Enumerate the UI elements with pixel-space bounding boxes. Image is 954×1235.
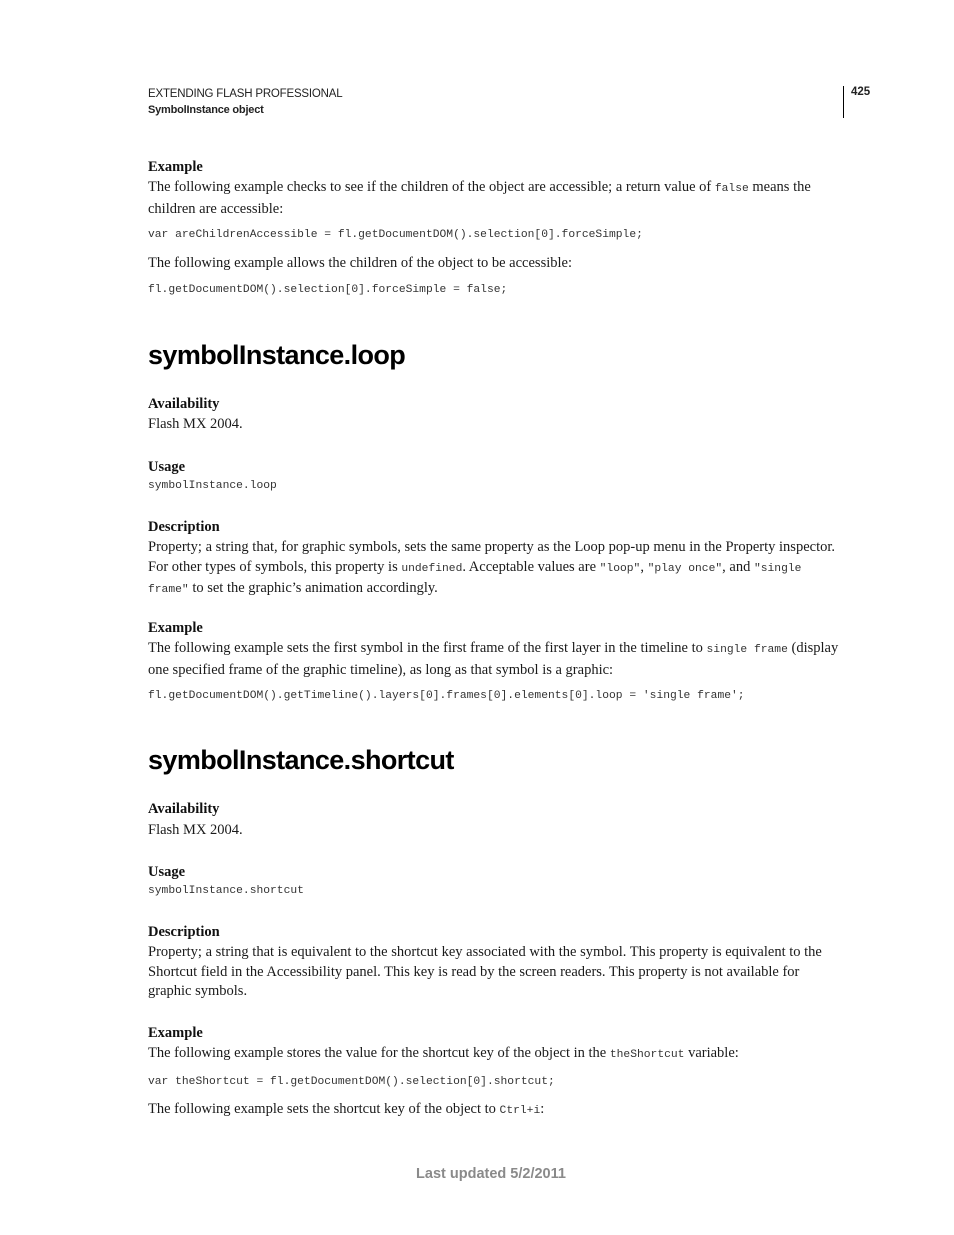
description-paragraph	[148, 538, 840, 601]
description-label: Description	[148, 519, 220, 535]
example-label: Example	[148, 159, 203, 175]
text-run: The following example sets the shortcut key of the object to	[148, 1101, 500, 1117]
example-paragraph	[148, 1044, 840, 1066]
inline-code: "loop"	[599, 562, 641, 575]
availability-text: Flash MX 2004.	[148, 416, 243, 432]
inline-code: "single frame"	[148, 562, 802, 596]
inline-code: "play once"	[647, 562, 723, 575]
description-label: Description	[148, 924, 220, 940]
availability-label: Availability	[148, 396, 220, 412]
code-sample: var areChildrenAccessible = fl.getDocumentDOM().selection[0].forceSimple;	[148, 229, 643, 241]
inline-code: undefined	[401, 562, 463, 575]
page-number: 425	[851, 86, 871, 98]
usage-code: symbolInstance.shortcut	[148, 885, 304, 897]
running-header-title: EXTENDING FLASH PROFESSIONAL	[148, 88, 343, 100]
availability-text: Flash MX 2004.	[148, 822, 243, 838]
usage-code: symbolInstance.loop	[148, 480, 277, 492]
example-paragraph	[148, 639, 840, 680]
text-run: . Acceptable values are	[462, 558, 600, 575]
text-run: The following example checks to see if the children of the object are accessible; a return value of	[148, 179, 715, 195]
footer-last-updated: Last updated 5/2/2011	[416, 1166, 566, 1182]
example-paragraph	[148, 1100, 840, 1122]
text-run: Property; a string that, for graphic symbols, sets the same property as the Loop pop-up menu in the Property inspector. For other types of symbols, this property is	[148, 539, 836, 575]
usage-label: Usage	[148, 459, 186, 475]
text-run: , and	[722, 558, 754, 575]
code-sample: fl.getDocumentDOM().selection[0].forceSimple = false;	[148, 284, 508, 296]
inline-code: theShortcut	[609, 1049, 685, 1061]
section-heading: symbolInstance.loop	[148, 340, 406, 370]
section-heading: symbolInstance.shortcut	[148, 745, 454, 775]
text-run: means the children are accessible:	[148, 179, 811, 217]
text-run: ,	[640, 558, 648, 575]
inline-code: Ctrl+i	[499, 1105, 541, 1117]
example-paragraph: The following example allows the children of the object to be accessible:	[148, 255, 572, 271]
text-run: :	[540, 1101, 545, 1117]
usage-label: Usage	[148, 864, 186, 880]
text-run: The following example stores the value for the shortcut key of the object in the	[148, 1045, 610, 1061]
code-sample: fl.getDocumentDOM().getTimeline().layers[0].frames[0].elements[0].loop = 'single frame';	[148, 690, 745, 702]
inline-code: false	[714, 183, 749, 195]
header-divider	[843, 86, 844, 118]
description-paragraph: Property; a string that is equivalent to the shortcut key associated with the symbol. This property is equivalent to the Shortcut field in the Accessibility panel. This key is read by the screen readers. This property is not available for graphic symbols.	[148, 944, 822, 999]
code-sample: var theShortcut = fl.getDocumentDOM().selection[0].shortcut;	[148, 1076, 555, 1088]
example-paragraph	[148, 178, 840, 219]
availability-label: Availability	[148, 801, 220, 817]
text-run: to set the graphic’s animation accordingly.	[188, 580, 438, 596]
text-run: (display one specified frame of the graphic timeline), as long as that symbol is a graphic:	[148, 640, 839, 678]
example-label: Example	[148, 1025, 203, 1041]
example-label: Example	[148, 620, 203, 636]
running-header-section: SymbolInstance object	[148, 104, 264, 116]
inline-code: single frame	[706, 644, 788, 656]
text-run: The following example sets the first symbol in the first frame of the first layer in the timeline to	[148, 640, 707, 656]
text-run: variable:	[684, 1045, 739, 1061]
